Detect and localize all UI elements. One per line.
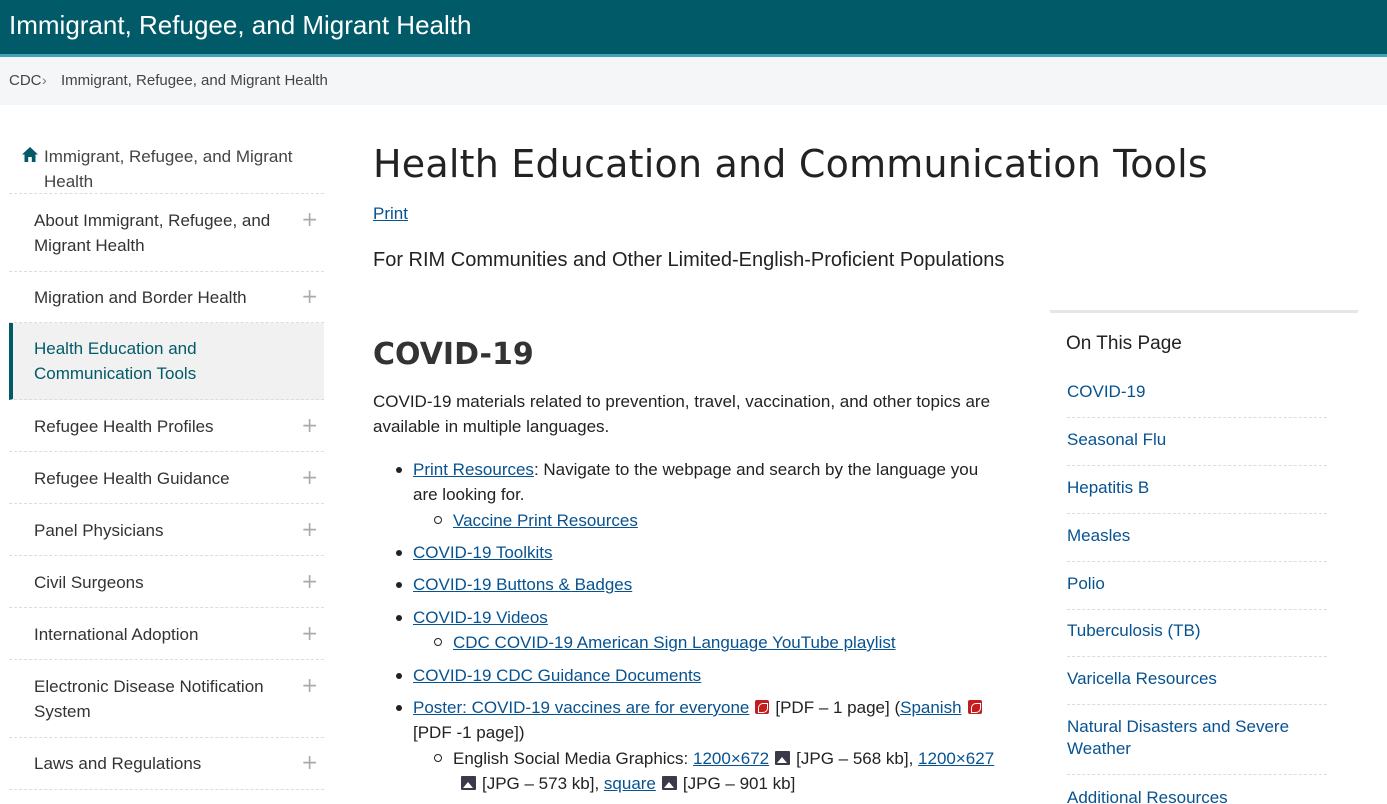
bullet [396, 705, 402, 711]
sidebar-item-label: Health Education and Communication Tools [34, 339, 197, 383]
site-header [0, 0, 1387, 57]
otp-item-natural-disasters[interactable]: Natural Disasters and Severe Weather [1067, 716, 1327, 775]
sidebar-item-edn-system[interactable] [9, 660, 324, 738]
sidebar-item-civil-surgeons[interactable] [9, 556, 324, 608]
sidebar-item-label: Refugee Health Profiles [34, 417, 214, 436]
graphic-square-link[interactable]: square [603, 774, 656, 793]
image-icon [775, 751, 790, 765]
sidebar-item-label: International Adoption [34, 625, 199, 644]
bullet [396, 467, 402, 473]
pdf-icon [755, 700, 769, 714]
sidebar-item-about[interactable] [9, 195, 324, 272]
sidebar-item-health-education[interactable] [9, 323, 324, 400]
file-size: [PDF -1 page] [413, 723, 519, 742]
graphic-1200x672-link[interactable]: 1200×672 [693, 749, 770, 768]
section-intro: COVID-19 materials related to prevention, travel, vaccination, and other topics are available in multiple languages. [373, 392, 991, 436]
otp-item-hepatitis-b[interactable]: Hepatitis B [1067, 477, 1327, 514]
list-item-text: : Navigate to the webpage and search by the language you [533, 460, 979, 479]
bullet [396, 550, 402, 556]
on-this-page-title: On This Page [1066, 333, 1182, 354]
list-item [453, 508, 638, 533]
sidebar-home-label: Immigrant, Refugee, and Migrant Health [44, 147, 293, 191]
plus-icon[interactable]: + [301, 621, 318, 645]
list-item [413, 457, 978, 482]
sidebar-item-label: Electronic Disease Notification System [34, 677, 264, 721]
file-size: [JPG – 573 kb] [482, 774, 595, 793]
covid-videos-link[interactable]: COVID-19 Videos [413, 608, 548, 627]
bullet [396, 673, 402, 679]
page-title: Health Education and Communication Tools [373, 142, 1208, 186]
sidebar-item-panel-physicians[interactable] [9, 504, 324, 556]
otp-item-tuberculosis[interactable]: Tuberculosis (TB) [1067, 620, 1327, 657]
otp-item-seasonal-flu[interactable]: Seasonal Flu [1067, 429, 1327, 466]
sidebar-item-label: Civil Surgeons [34, 573, 144, 592]
poster-link[interactable]: Poster: COVID-19 vaccines are for everyone [413, 698, 750, 717]
home-icon [21, 146, 39, 164]
covid-buttons-badges-link[interactable]: COVID-19 Buttons & Badges [413, 575, 633, 594]
plus-icon[interactable]: + [301, 207, 318, 231]
list-item [453, 630, 896, 655]
breadcrumb-cdc[interactable]: CDC [9, 72, 42, 89]
list-item [413, 572, 632, 597]
comma-text: , [594, 774, 604, 793]
otp-item-polio[interactable]: Polio [1067, 573, 1327, 610]
print-link[interactable]: Print [373, 204, 408, 223]
sub-bullet [434, 516, 442, 524]
section-title-covid: COVID-19 [373, 337, 534, 372]
sidebar-item-laws-regulations[interactable] [9, 738, 324, 790]
sidebar-home[interactable] [9, 132, 324, 194]
plus-icon[interactable]: + [301, 465, 318, 489]
image-icon [662, 776, 677, 790]
plus-icon[interactable]: + [301, 673, 318, 697]
sidebar-item-migration[interactable] [9, 272, 324, 323]
list-item [453, 746, 994, 771]
sub-bullet [434, 638, 442, 646]
plus-icon[interactable]: + [301, 284, 318, 308]
sidebar-item-label: Migration and Border Health [34, 288, 247, 307]
poster-spanish-link[interactable]: Spanish [900, 698, 962, 717]
sidebar-item-label: Laws and Regulations [34, 754, 202, 773]
page-subtitle: For RIM Communities and Other Limited-English-Proficient Populations [373, 249, 1005, 271]
pdf-icon [968, 700, 982, 714]
chevron-right-icon: › [42, 72, 47, 88]
bullet [396, 582, 402, 588]
list-item-continued: are looking for. [413, 485, 525, 504]
plus-icon[interactable]: + [301, 413, 318, 437]
file-size: [PDF – 1 page] [775, 698, 890, 717]
sidebar-item-label: Panel Physicians [34, 521, 164, 540]
plus-icon[interactable]: + [301, 569, 318, 593]
plus-icon[interactable]: + [301, 517, 318, 541]
sidebar-item-label: Refugee Health Guidance [34, 469, 230, 488]
graphic-1200x627-link[interactable]: 1200×627 [918, 749, 995, 768]
otp-item-measles[interactable]: Measles [1067, 525, 1327, 562]
plus-icon[interactable]: + [301, 750, 318, 774]
paren-text: ( [889, 698, 901, 717]
otp-item-covid[interactable]: COVID-19 [1067, 381, 1327, 418]
list-item-continued [453, 771, 795, 796]
asl-playlist-link[interactable]: CDC COVID-19 American Sign Language YouTube playlist [453, 633, 896, 652]
guidance-documents-link[interactable]: COVID-19 CDC Guidance Documents [413, 666, 702, 685]
list-item-continued [413, 720, 525, 745]
on-this-page [1050, 310, 1358, 804]
covid-toolkits-link[interactable]: COVID-19 Toolkits [413, 543, 553, 562]
vaccine-print-resources-link[interactable]: Vaccine Print Resources [453, 511, 638, 530]
sidebar-item-label: About Immigrant, Refugee, and Migrant Health [34, 211, 271, 255]
paren-text: ) [518, 723, 525, 742]
sidebar-item-refugee-profiles[interactable] [9, 400, 324, 452]
list-item [413, 605, 548, 630]
print-resources-link[interactable]: Print Resources [413, 460, 534, 479]
list-item [413, 540, 553, 565]
image-icon [461, 776, 476, 790]
sub-bullet [434, 754, 442, 762]
bullet [396, 615, 402, 621]
otp-item-varicella[interactable]: Varicella Resources [1067, 668, 1327, 705]
sidebar-item-refugee-guidance[interactable] [9, 452, 324, 504]
list-item [413, 695, 988, 720]
otp-item-additional-resources[interactable]: Additional Resources [1067, 788, 1228, 804]
comma-text: , [908, 749, 919, 768]
breadcrumb-rim-health[interactable]: Immigrant, Refugee, and Migrant Health [61, 72, 328, 89]
list-item [413, 663, 701, 688]
breadcrumb [0, 57, 1387, 105]
site-title[interactable]: Immigrant, Refugee, and Migrant Health [9, 10, 472, 40]
file-size: [JPG – 568 kb] [796, 749, 909, 768]
social-label: English Social Media Graphics: [453, 749, 694, 768]
file-size: [JPG – 901 kb] [682, 774, 796, 793]
sidebar-item-international-adoption[interactable] [9, 608, 324, 660]
